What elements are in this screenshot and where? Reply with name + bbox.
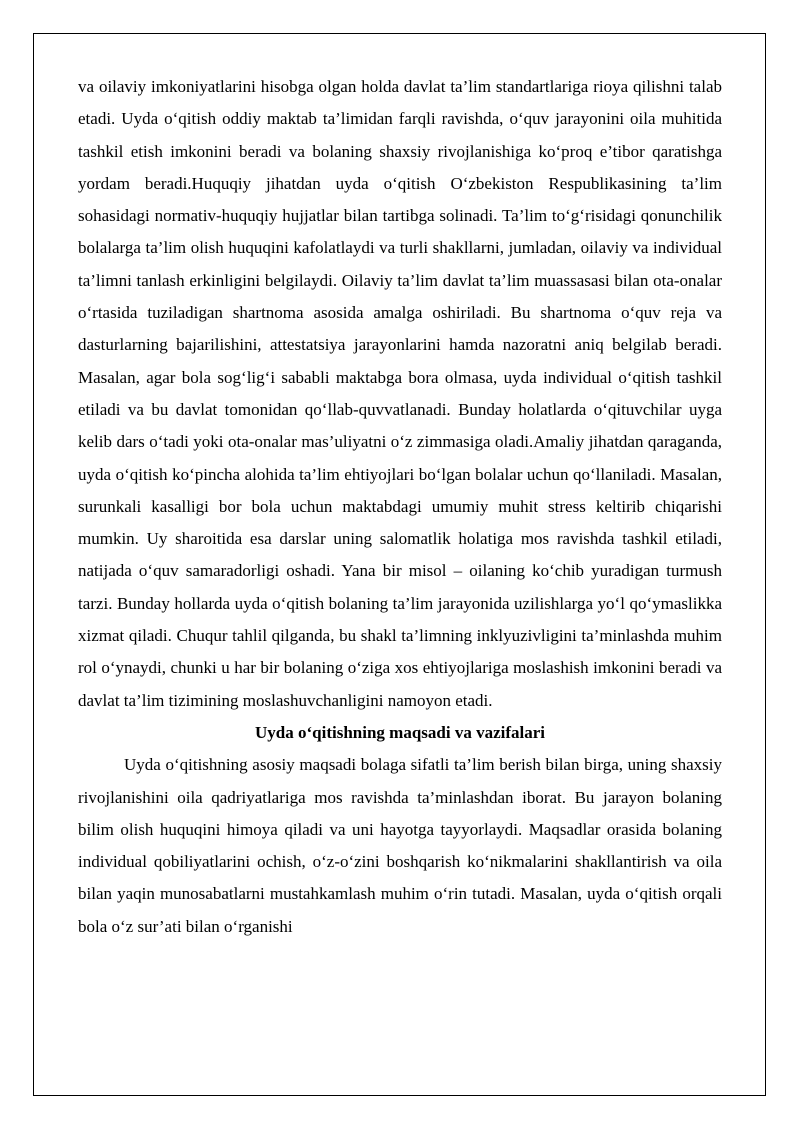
section-heading: Uyda o‘qitishning maqsadi va vazifalari bbox=[255, 722, 545, 742]
document-body bbox=[78, 71, 722, 943]
body-paragraph-1: va oilaviy imkoniyatlarini hisobga olgan holda davlat ta’lim standartlariga rioya qilishni talab etadi. Uyda o‘qitish oddiy maktab ta’limidan farqli ravishda, o‘quv jarayonini oila muhitida tashkil etish imkonini beradi va bolaning shaxsiy rivojlanishiga ko‘proq e’tibor qaratishga yordam beradi.Huquqiy jihatdan uyda o‘qitish O‘zbekiston Respublikasining ta’lim sohasidagi normativ-huquqiy hujjatlar bilan tartibga solinadi. Ta’lim to‘g‘risidagi qonunchilik bolalarga ta’lim olish huquqini kafolatlaydi va turli shakllarni, jumladan, oilaviy va individual ta’limni tanlash erkinligini belgilaydi. Oilaviy ta’lim davlat ta’lim muassasasi bilan ota-onalar o‘rtasida tuziladigan shartnoma asosida amalga oshiriladi. Bu shartnoma o‘quv reja va dasturlarning bajarilishini, attestatsiya jarayonlarini hamda nazoratni aniq belgilab beradi. Masalan, agar bola sog‘lig‘i sababli maktabga bora olmasa, uyda individual o‘qitish tashkil etiladi va bu davlat tomonidan qo‘llab-quvvatlanadi. Bunday holatlarda o‘qituvchilar uyga kelib dars o‘tadi yoki ota-onalar mas’uliyatni o‘z zimmasiga oladi.Amaliy jihatdan qaraganda, uyda o‘qitish ko‘pincha alohida ta’lim ehtiyojlari bo‘lgan bolalar uchun qo‘llaniladi. Masalan, surunkali kasalligi bor bola uchun maktabdagi umumiy muhit stress keltirib chiqarishi mumkin. Uy sharoitida esa darslar uning salomatlik holatiga mos ravishda tashkil etiladi, natijada o‘quv samaradorligi oshadi. Yana bir misol – oilaning ko‘chib yuradigan turmush tarzi. Bunday hollarda uyda o‘qitish bolaning ta’lim jarayonida uzilishlarga yo‘l qo‘ymaslikka xizmat qiladi. Chuqur tahlil qilganda, bu shakl ta’limning inklyuzivligini ta’minlashda muhim rol o‘ynaydi, chunki u har bir bolaning o‘ziga xos ehtiyojlariga moslashish imkonini beradi va davlat ta’lim tizimining moslashuvchanligini namoyon etadi. bbox=[78, 77, 722, 710]
body-paragraph-2: Uyda o‘qitishning asosiy maqsadi bolaga sifatli ta’lim berish bilan birga, uning shaxsiy rivojlanishini oila qadriyatlariga mos ravishda ta’minlashdan iborat. Bu jarayon bolaning bilim olish huquqini himoya qiladi va uni hayotga tayyorlaydi. Maqsadlar orasida bolaning individual qobiliyatlarini ochish, o‘z-o‘zini boshqarish ko‘nikmalarini shakllantirish va oila bilan yaqin munosabatlarni mustahkamlash muhim o‘rin tutadi. Masalan, uyda o‘qitish orqali bola o‘z sur’ati bilan o‘rganishi bbox=[78, 755, 722, 936]
